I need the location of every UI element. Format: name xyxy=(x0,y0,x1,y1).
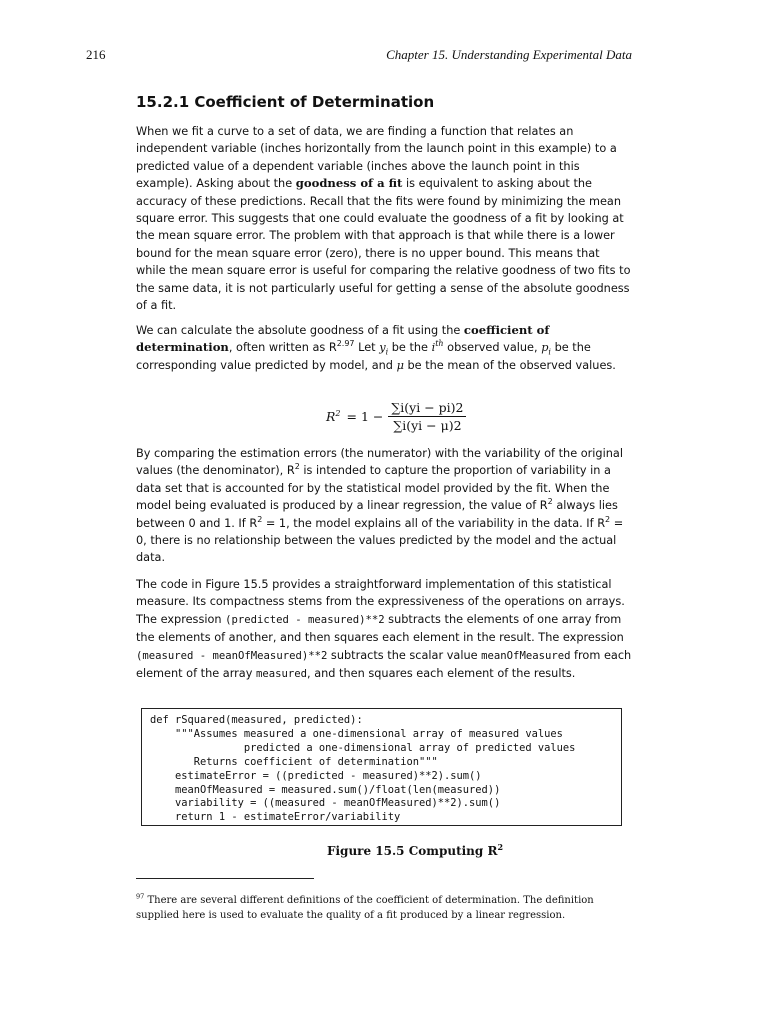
superscript: 2 xyxy=(547,497,553,507)
code-line: """Assumes measured a one-dimensional array of measured values xyxy=(150,727,563,740)
paragraph-interpretation xyxy=(136,445,632,567)
equation-symbol: R xyxy=(326,409,336,424)
variable: i xyxy=(431,341,436,355)
paragraph-text: Let xyxy=(354,341,380,355)
paragraph-text: The code in Figure 15.5 provides a straightforward implementation of this statistical measure. Its compactness stems from the expressiveness of the operations on arrays. The expression xyxy=(136,578,625,626)
equation-lhs xyxy=(326,409,341,424)
code-line: variability = ((measured - meanOfMeasured)**2).sum() xyxy=(150,797,501,810)
paragraph-text: observed value, xyxy=(443,341,542,355)
code-line: estimateError = ((predicted - measured)**2).sum() xyxy=(150,769,482,782)
paragraph-text: is intended to capture the proportion of variability in a data set that is accounted for by the statistical model provided by the fit. When the model being evaluated is produced by a linear regression, the value of R xyxy=(136,464,611,513)
footnote xyxy=(136,893,636,923)
code-line: Returns coefficient of determination""" xyxy=(150,755,438,768)
paragraph-coefficient-definition xyxy=(136,322,632,374)
superscript: 2 xyxy=(497,842,504,852)
paragraph-text: When we fit a curve to a set of data, we are finding a function that relates an independent variable (inches horizontally from the launch point in this example) to a predicted value of a dependent variable (inches above the launch point in this example). Asking about the xyxy=(136,125,617,191)
running-head: Chapter 15. Understanding Experimental Data xyxy=(386,47,632,62)
footnote-reference[interactable]: .97 xyxy=(341,339,355,349)
equation-fraction xyxy=(388,400,466,433)
page-number: 216 xyxy=(86,47,106,62)
code-line: predicted a one-dimensional array of predicted values xyxy=(150,741,576,754)
paragraph-text: , and then squares each element of the results. xyxy=(307,667,576,681)
subscript: i xyxy=(385,347,389,357)
inline-code: (measured - meanOfMeasured)**2 xyxy=(136,649,328,662)
code-line: meanOfMeasured = measured.sum()/float(len(measured)) xyxy=(150,783,501,796)
footnote-divider xyxy=(136,878,314,879)
inline-code: (predicted - measured)**2 xyxy=(225,613,385,626)
paragraph-text: subtracts the scalar value xyxy=(327,648,482,662)
superscript: 2 xyxy=(257,514,263,524)
bold-term: goodness of a fit xyxy=(295,176,403,191)
section-heading: 15.2.1 Coefficient of Determination xyxy=(136,93,435,111)
superscript: 2 xyxy=(335,408,341,418)
paragraph-text: be the mean of the observed values. xyxy=(403,358,616,372)
paragraph-goodness-of-fit xyxy=(136,123,632,314)
subscript: i xyxy=(548,347,551,357)
code-line: def rSquared(measured, predicted): xyxy=(150,714,363,726)
inline-code: meanOfMeasured xyxy=(481,649,571,662)
paragraph-text: We can calculate the absolute goodness of a fit using the xyxy=(136,324,464,337)
equation-denominator: ∑i(yi − μ)2 xyxy=(393,418,462,433)
paragraph-code-explanation xyxy=(136,576,632,683)
paragraph-text: be the corresponding value predicted by model, and xyxy=(136,341,591,372)
paragraph-text: = 1, the model explains all of the variability in the data. If R xyxy=(262,516,606,530)
superscript: 2 xyxy=(336,339,342,349)
code-line: return 1 - estimateError/variability xyxy=(150,811,401,824)
code-listing xyxy=(141,708,622,826)
footnote-mark: 97 xyxy=(136,892,145,901)
equation-numerator: ∑i(yi − pi)2 xyxy=(388,400,466,417)
caption-text: Figure 15.5 Computing R xyxy=(326,844,498,858)
footnote-text: There are several different definitions of the coefficient of determination. The definition supplied here is used to evaluate the quality of a fit produced by a linear regression. xyxy=(136,895,594,921)
paragraph-text: is equivalent to asking about the accuracy of these predictions. Recall that the fits were found by minimizing the mean square error. This suggests that one could evaluate the goodness of a fit by looking at the mean square error. The problem with that approach is that while there is a lower bound for the mean square error (zero), there is no upper bound. This means that while the mean square error is useful for comparing the relative goodness of two fits to the same data, it is not particularly useful for getting a sense of the absolute goodness of a fit. xyxy=(136,177,631,313)
superscript: th xyxy=(435,339,444,349)
superscript: 2 xyxy=(605,514,611,524)
superscript: 2 xyxy=(294,462,300,472)
paragraph-text: from each element of the array xyxy=(136,648,632,681)
paragraph-text: By comparing the estimation errors (the numerator) with the variability of the original values (the denominator), R xyxy=(136,447,623,478)
r-squared-equation xyxy=(326,400,466,433)
variable: y xyxy=(379,341,386,355)
variable: p xyxy=(541,341,549,355)
caption-label xyxy=(327,844,503,858)
paragraph-text: always lies between 0 and 1. If R xyxy=(136,499,618,530)
figure-caption xyxy=(0,844,768,858)
inline-code: measured xyxy=(256,668,308,681)
paragraph-text: be the xyxy=(388,341,432,355)
equation-operator: = 1 − xyxy=(346,409,384,424)
paragraph-text: = 0, there is no relationship between the values predicted by the model and the actual data. xyxy=(136,516,624,565)
paragraph-text: , often written as R xyxy=(228,341,337,355)
variable: μ xyxy=(396,358,404,372)
paragraph-text: subtracts the elements of one array from the elements of another, and then squares each element in the result. The expression xyxy=(136,612,624,645)
bold-term: coefficient of determination xyxy=(136,323,550,355)
